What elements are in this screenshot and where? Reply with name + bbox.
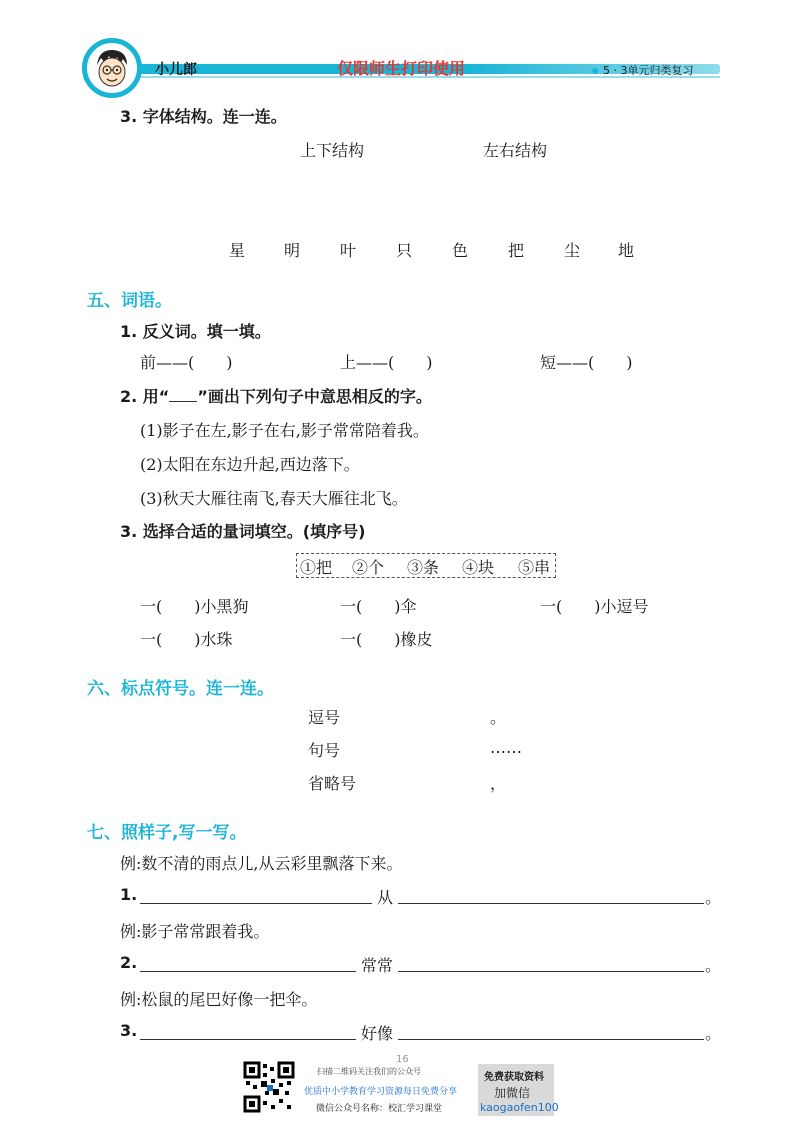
underline-sample (169, 389, 197, 402)
q7-1-word: 从 (377, 888, 394, 907)
footer-line3: 微信公众号名称：校汇学习课堂 (316, 1104, 443, 1114)
answer-line[interactable] (398, 971, 704, 972)
s5-sub2-title (120, 384, 432, 407)
measure-item: 一( )小黑狗 (140, 597, 249, 616)
option-item: ⑤串 (518, 558, 551, 577)
punct-name: 省略号 (308, 774, 357, 793)
antonym-item: 短——( ) (540, 353, 633, 372)
punct-mark: ， (490, 774, 507, 793)
measure-item: 一( )水珠 (140, 630, 233, 649)
example-2: 例:影子常常跟着我。 (120, 922, 270, 941)
char-item: 地 (618, 241, 635, 260)
answer-line[interactable] (398, 903, 704, 904)
answer-line[interactable] (140, 971, 356, 972)
q7-2-number: 2. (120, 953, 138, 972)
structure-left-right: 左右结构 (483, 141, 548, 160)
measure-item: 一( )小逗号 (540, 597, 649, 616)
char-item: 明 (284, 241, 301, 260)
punct-name: 逗号 (308, 708, 341, 727)
example-1: 例:数不清的雨点儿,从云彩里飘落下来。 (120, 854, 403, 873)
char-item: 把 (508, 241, 525, 260)
q7-3-number: 3. (120, 1021, 138, 1040)
answer-line[interactable] (398, 1039, 704, 1040)
section6-title: 六、标点符号。连一连。 (87, 679, 274, 699)
q7-3-word: 好像 (361, 1024, 394, 1043)
option-item: ②个 (352, 558, 385, 577)
qr-code-icon (243, 1061, 295, 1113)
answer-line[interactable] (140, 1039, 356, 1040)
print-watermark: 仅限师生打印使用 (337, 59, 466, 78)
s5-sub2-title-pre: 2. 用“ (120, 387, 170, 406)
structure-top-bottom: 上下结构 (300, 141, 365, 160)
footer-line2: 优质中小学教育学习资源每日免费分享 (304, 1087, 458, 1097)
punct-mark: …… (490, 738, 522, 757)
s5-sub1-title: 1. 反义词。填一填。 (120, 322, 271, 341)
section5-title: 五、词语。 (87, 291, 172, 311)
wechat-box-id: kaogaofen100 (480, 1101, 559, 1114)
option-item: ④块 (462, 558, 495, 577)
char-item: 尘 (564, 241, 581, 260)
punct-mark: 。 (490, 708, 507, 727)
unit-label (592, 62, 694, 78)
sentence-1: (1)影子在左,影子在右,影子常常陪着我。 (140, 421, 429, 440)
page-number: 16 (396, 1054, 409, 1065)
wechat-box-sub: 加微信 (494, 1086, 531, 1100)
s5-sub2-title-post: ”画出下列句子中意思相反的字。 (197, 387, 432, 406)
section7-title: 七、照样子,写一写。 (87, 823, 247, 843)
option-item: ①把 (300, 558, 333, 577)
mascot-avatar-icon (82, 38, 142, 98)
s5-sub3-title: 3. 选择合适的量词填空。(填序号) (120, 522, 366, 541)
antonym-item: 前——( ) (140, 353, 233, 372)
char-item: 叶 (340, 241, 357, 260)
q7-2-word: 常常 (361, 956, 394, 975)
char-item: 星 (229, 241, 246, 260)
unit-text: 5 · 3单元归类复习 (603, 64, 694, 77)
sentence-3: (3)秋天大雁往南飞,春天大雁往北飞。 (140, 489, 408, 508)
end-mark: 。 (705, 888, 722, 907)
char-item: 只 (396, 241, 413, 260)
answer-line[interactable] (140, 903, 372, 904)
footer-line1: 扫描二维码关注我们的公众号 (317, 1067, 421, 1076)
char-item: 色 (452, 241, 469, 260)
q3-title: 3. 字体结构。连一连。 (120, 107, 287, 126)
measure-item: 一( )伞 (340, 597, 417, 616)
punct-name: 句号 (308, 741, 341, 760)
end-mark: 。 (705, 956, 722, 975)
option-item: ③条 (407, 558, 440, 577)
sentence-2: (2)太阳在东边升起,西边落下。 (140, 455, 360, 474)
end-mark: 。 (705, 1024, 722, 1043)
wechat-box-title: 免费获取资料 (484, 1072, 544, 1083)
measure-item: 一( )橡皮 (340, 630, 433, 649)
q7-1-number: 1. (120, 885, 138, 904)
bullet-dot-icon (592, 68, 598, 74)
example-3: 例:松鼠的尾巴好像一把伞。 (120, 990, 318, 1009)
brand-name: 小儿郎 (155, 62, 197, 78)
antonym-item: 上——( ) (340, 353, 433, 372)
